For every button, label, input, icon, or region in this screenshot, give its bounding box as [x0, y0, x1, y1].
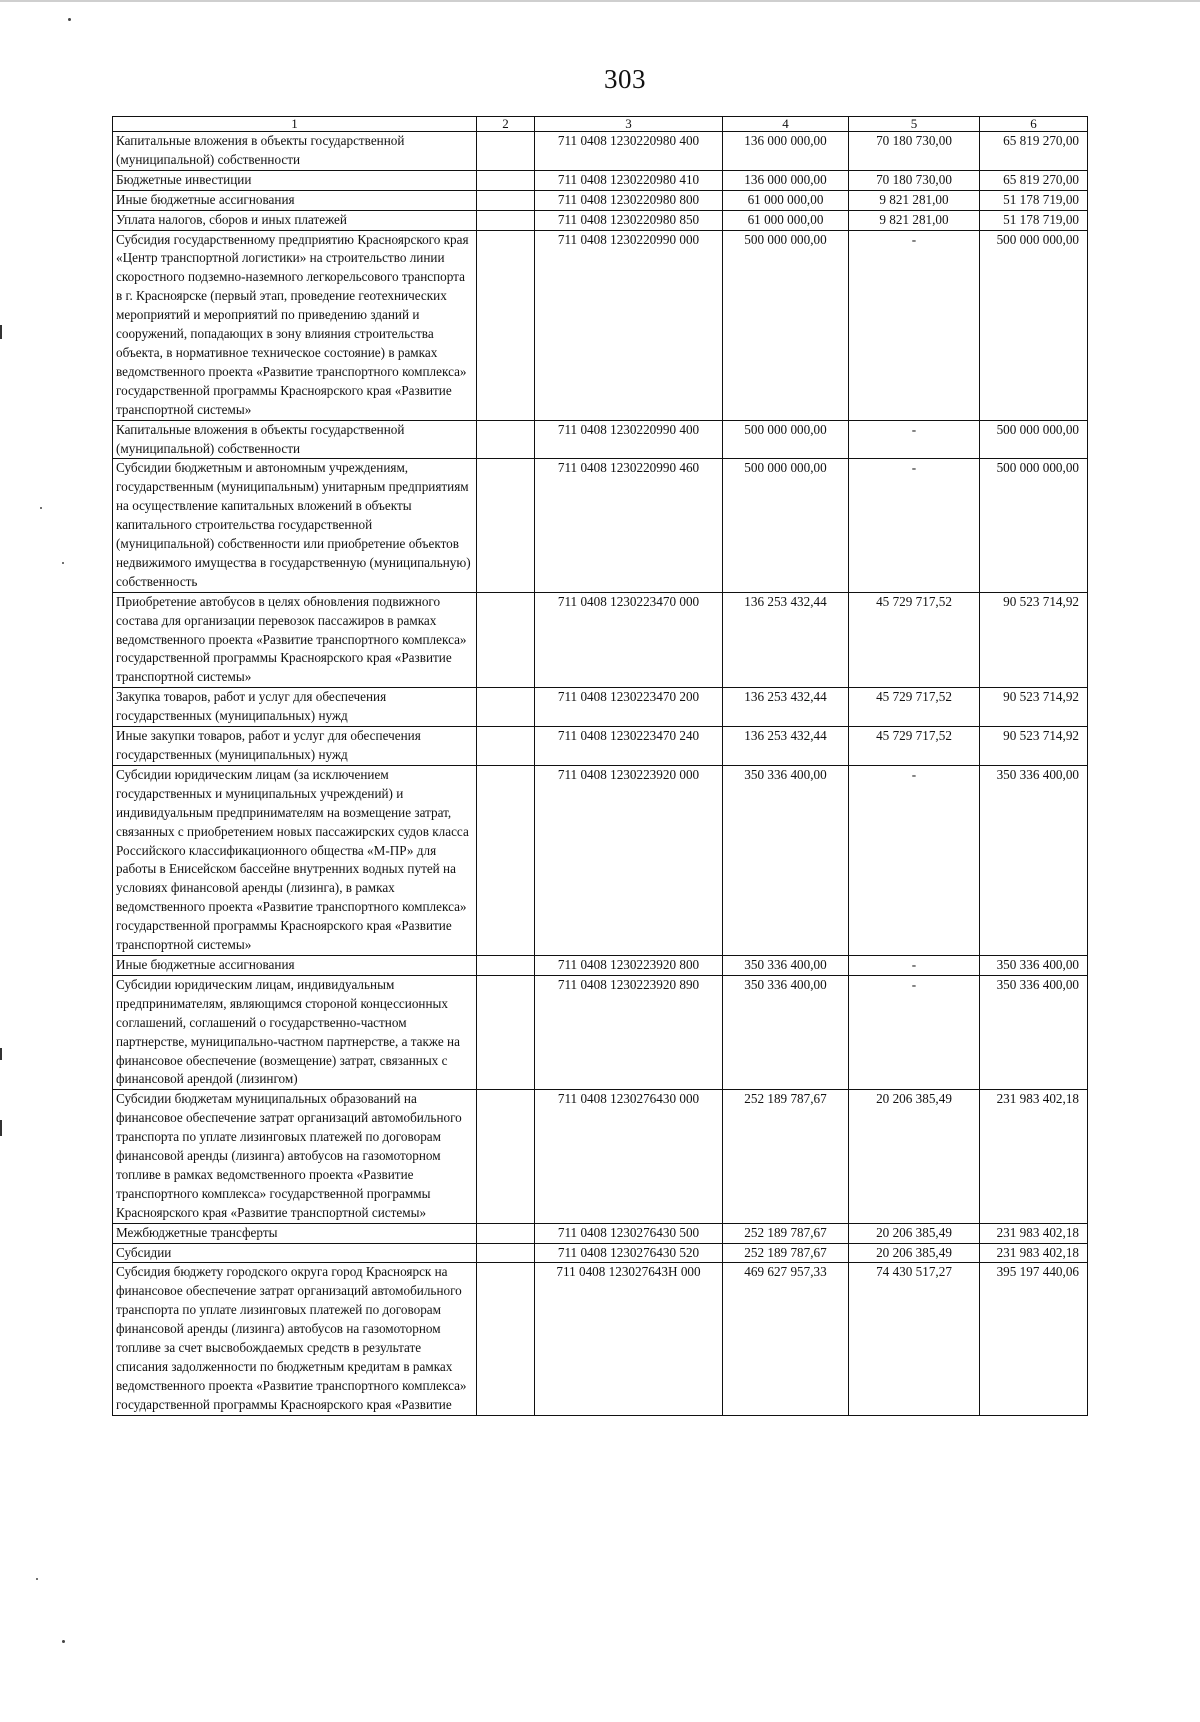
cell-col5: 20 206 385,49: [849, 1090, 980, 1223]
cell-col4: 61 000 000,00: [723, 190, 849, 210]
cell-code: 711 0408 1230276430 000: [535, 1090, 723, 1223]
cell-code: 711 0408 1230220980 410: [535, 170, 723, 190]
cell-name: Закупка товаров, работ и услуг для обеспечения государственных (муниципальных) нужд: [113, 688, 477, 727]
cell-col6: 350 336 400,00: [980, 975, 1088, 1089]
cell-col6: 231 983 402,18: [980, 1243, 1088, 1263]
cell-code: 711 0408 1230220980 850: [535, 210, 723, 230]
cell-name: Субсидии: [113, 1243, 477, 1263]
cell-col6: 500 000 000,00: [980, 230, 1088, 420]
cell-col5: -: [849, 230, 980, 420]
cell-code: 711 0408 1230223920 890: [535, 975, 723, 1089]
cell-col6: 65 819 270,00: [980, 170, 1088, 190]
cell-col5: -: [849, 420, 980, 459]
cell-code: 711 0408 1230220990 460: [535, 459, 723, 592]
cell-code: 711 0408 1230223470 240: [535, 727, 723, 766]
table-row: [113, 727, 1088, 766]
cell-code: 711 0408 123027643Н 000: [535, 1263, 723, 1415]
cell-mark: [477, 955, 535, 975]
table-row: [113, 210, 1088, 230]
cell-col6: 51 178 719,00: [980, 190, 1088, 210]
cell-col4: 252 189 787,67: [723, 1090, 849, 1223]
cell-col4: 252 189 787,67: [723, 1223, 849, 1243]
cell-col6: 231 983 402,18: [980, 1090, 1088, 1223]
cell-col4: 500 000 000,00: [723, 230, 849, 420]
cell-col6: 90 523 714,92: [980, 592, 1088, 688]
cell-col5: 74 430 517,27: [849, 1263, 980, 1415]
cell-code: 711 0408 1230276430 500: [535, 1223, 723, 1243]
cell-col5: 45 729 717,52: [849, 592, 980, 688]
cell-col5: 70 180 730,00: [849, 170, 980, 190]
cell-mark: [477, 1263, 535, 1415]
cell-col6: 350 336 400,00: [980, 955, 1088, 975]
cell-col6: 90 523 714,92: [980, 688, 1088, 727]
cell-col4: 469 627 957,33: [723, 1263, 849, 1415]
cell-col5: -: [849, 459, 980, 592]
cell-mark: [477, 459, 535, 592]
cell-name: Субсидии юридическим лицам (за исключением государственных и муниципальных учреждений) и индивидуальным предпринимателям на возмещение затрат, связанных с приобретением новых пассажирских судов класса Российского классификационного общества «М-ПР» для работы в Енисейском бассейне внутренних водных путей на условиях финансовой аренды (лизинга), в рамках ведомственного проекта «Развитие транспортного комплекса» государственной программы Красноярского края «Развитие транспортной системы»: [113, 765, 477, 955]
cell-col4: 136 000 000,00: [723, 132, 849, 171]
cell-code: 711 0408 1230223920 800: [535, 955, 723, 975]
table-row: [113, 459, 1088, 592]
cell-code: 711 0408 1230276430 520: [535, 1243, 723, 1263]
cell-col4: 500 000 000,00: [723, 459, 849, 592]
cell-name: Иные бюджетные ассигнования: [113, 955, 477, 975]
cell-code: 711 0408 1230223470 200: [535, 688, 723, 727]
scan-margin-mark: [0, 1120, 2, 1136]
column-header: 4: [723, 117, 849, 132]
scan-top-edge: [0, 0, 1200, 2]
cell-mark: [477, 727, 535, 766]
header-row: [113, 117, 1088, 132]
cell-mark: [477, 688, 535, 727]
cell-mark: [477, 420, 535, 459]
table-row: [113, 1090, 1088, 1223]
cell-mark: [477, 1223, 535, 1243]
cell-col6: 51 178 719,00: [980, 210, 1088, 230]
cell-name: Иные бюджетные ассигнования: [113, 190, 477, 210]
cell-mark: [477, 975, 535, 1089]
column-header: 6: [980, 117, 1088, 132]
cell-col4: 350 336 400,00: [723, 975, 849, 1089]
cell-code: 711 0408 1230220990 000: [535, 230, 723, 420]
table-row: [113, 420, 1088, 459]
cell-col6: 395 197 440,06: [980, 1263, 1088, 1415]
page-number: 303: [604, 64, 646, 94]
budget-table: [112, 116, 1088, 1416]
table-row: [113, 170, 1088, 190]
cell-col5: 20 206 385,49: [849, 1243, 980, 1263]
table-row: [113, 1263, 1088, 1415]
table-row: [113, 190, 1088, 210]
cell-code: 711 0408 1230223470 000: [535, 592, 723, 688]
table-row: [113, 1243, 1088, 1263]
cell-col5: 45 729 717,52: [849, 727, 980, 766]
cell-name: Капитальные вложения в объекты государственной (муниципальной) собственности: [113, 132, 477, 171]
cell-name: Уплата налогов, сборов и иных платежей: [113, 210, 477, 230]
cell-mark: [477, 190, 535, 210]
cell-name: Субсидии юридическим лицам, индивидуальным предпринимателям, являющимся стороной концессионных соглашений, соглашений о государственно-частном партнерстве, муниципально-частном партнерстве, а также на финансовое обеспечение (возмещение) затрат, связанных с финансовой арендой (лизингом): [113, 975, 477, 1089]
cell-col5: 9 821 281,00: [849, 210, 980, 230]
cell-col5: 45 729 717,52: [849, 688, 980, 727]
cell-name: Иные закупки товаров, работ и услуг для обеспечения государственных (муниципальных) нужд: [113, 727, 477, 766]
cell-mark: [477, 230, 535, 420]
scan-speck: [68, 18, 71, 21]
column-header: 3: [535, 117, 723, 132]
cell-name: Бюджетные инвестиции: [113, 170, 477, 190]
table-row: [113, 688, 1088, 727]
cell-col5: -: [849, 765, 980, 955]
cell-code: 711 0408 1230223920 000: [535, 765, 723, 955]
cell-name: Межбюджетные трансферты: [113, 1223, 477, 1243]
cell-col6: 65 819 270,00: [980, 132, 1088, 171]
cell-name: Субсидия государственному предприятию Красноярского края «Центр транспортной логистики» на строительство линии скоростного подземно-наземного легкорельсового транспорта в г. Красноярске (первый этап, проведение геотехнических мероприятий и мероприятий по приведению зданий и сооружений, попадающих в зону влияния строительства объекта, в нормативное техническое состояние) в рамках ведомственного проекта «Развитие транспортного комплекса» государственной программы Красноярского края «Развитие транспортной системы»: [113, 230, 477, 420]
column-header: 5: [849, 117, 980, 132]
cell-col5: 20 206 385,49: [849, 1223, 980, 1243]
cell-col6: 231 983 402,18: [980, 1223, 1088, 1243]
cell-col4: 136 253 432,44: [723, 688, 849, 727]
cell-name: Субсидии бюджетным и автономным учреждениям, государственным (муниципальным) унитарным предприятиям на осуществление капитальных вложений в объекты капитального строительства государственной (муниципальной) собственности или приобретение объектов недвижимого имущества в государственную (муниципальную) собственность: [113, 459, 477, 592]
cell-col5: 9 821 281,00: [849, 190, 980, 210]
cell-col6: 500 000 000,00: [980, 459, 1088, 592]
cell-name: Капитальные вложения в объекты государственной (муниципальной) собственности: [113, 420, 477, 459]
cell-col4: 61 000 000,00: [723, 210, 849, 230]
cell-col4: 136 000 000,00: [723, 170, 849, 190]
cell-col5: 70 180 730,00: [849, 132, 980, 171]
cell-col4: 252 189 787,67: [723, 1243, 849, 1263]
cell-mark: [477, 132, 535, 171]
table-row: [113, 230, 1088, 420]
scan-speck: [36, 1578, 38, 1580]
cell-col6: 350 336 400,00: [980, 765, 1088, 955]
scan-speck: [62, 562, 64, 564]
cell-mark: [477, 765, 535, 955]
cell-mark: [477, 210, 535, 230]
cell-col4: 136 253 432,44: [723, 592, 849, 688]
cell-name: Субсидии бюджетам муниципальных образований на финансовое обеспечение затрат организаций автомобильного транспорта по уплате лизинговых платежей по договорам финансовой аренды (лизинга) автобусов на газомоторном топливе в рамках ведомственного проекта «Развитие транспортного комплекса» государственной программы Красноярского края «Развитие транспортной системы»: [113, 1090, 477, 1223]
cell-col5: -: [849, 955, 980, 975]
table-row: [113, 955, 1088, 975]
table-header: [113, 117, 1088, 132]
cell-mark: [477, 1090, 535, 1223]
table-row: [113, 975, 1088, 1089]
cell-col4: 350 336 400,00: [723, 955, 849, 975]
scan-speck: [40, 507, 42, 509]
table-body: [113, 132, 1088, 1416]
column-header: 1: [113, 117, 477, 132]
cell-col4: 350 336 400,00: [723, 765, 849, 955]
table-row: [113, 765, 1088, 955]
cell-col6: 500 000 000,00: [980, 420, 1088, 459]
cell-code: 711 0408 1230220980 400: [535, 132, 723, 171]
table-row: [113, 132, 1088, 171]
cell-name: Субсидия бюджету городского округа город Красноярск на финансовое обеспечение затрат организаций автомобильного транспорта по уплате лизинговых платежей по договорам финансовой аренды (лизинга) автобусов на газомоторном топливе за счет высвобождаемых средств в результате списания задолженности по бюджетным кредитам в рамках ведомственного проекта «Развитие транспортного комплекса» государственной программы Красноярского края «Развитие: [113, 1263, 477, 1415]
cell-col4: 136 253 432,44: [723, 727, 849, 766]
cell-mark: [477, 170, 535, 190]
cell-mark: [477, 592, 535, 688]
scan-margin-mark: [0, 325, 2, 339]
cell-col4: 500 000 000,00: [723, 420, 849, 459]
table-row: [113, 1223, 1088, 1243]
scan-speck: [62, 1640, 65, 1643]
cell-code: 711 0408 1230220990 400: [535, 420, 723, 459]
column-header: 2: [477, 117, 535, 132]
scan-margin-mark: [0, 1048, 2, 1060]
table-row: [113, 592, 1088, 688]
cell-mark: [477, 1243, 535, 1263]
cell-code: 711 0408 1230220980 800: [535, 190, 723, 210]
cell-col5: -: [849, 975, 980, 1089]
cell-col6: 90 523 714,92: [980, 727, 1088, 766]
cell-name: Приобретение автобусов в целях обновления подвижного состава для организации перевозок пассажиров в рамках ведомственного проекта «Развитие транспортного комплекса» государственной программы Красноярского края «Развитие транспортной системы»: [113, 592, 477, 688]
